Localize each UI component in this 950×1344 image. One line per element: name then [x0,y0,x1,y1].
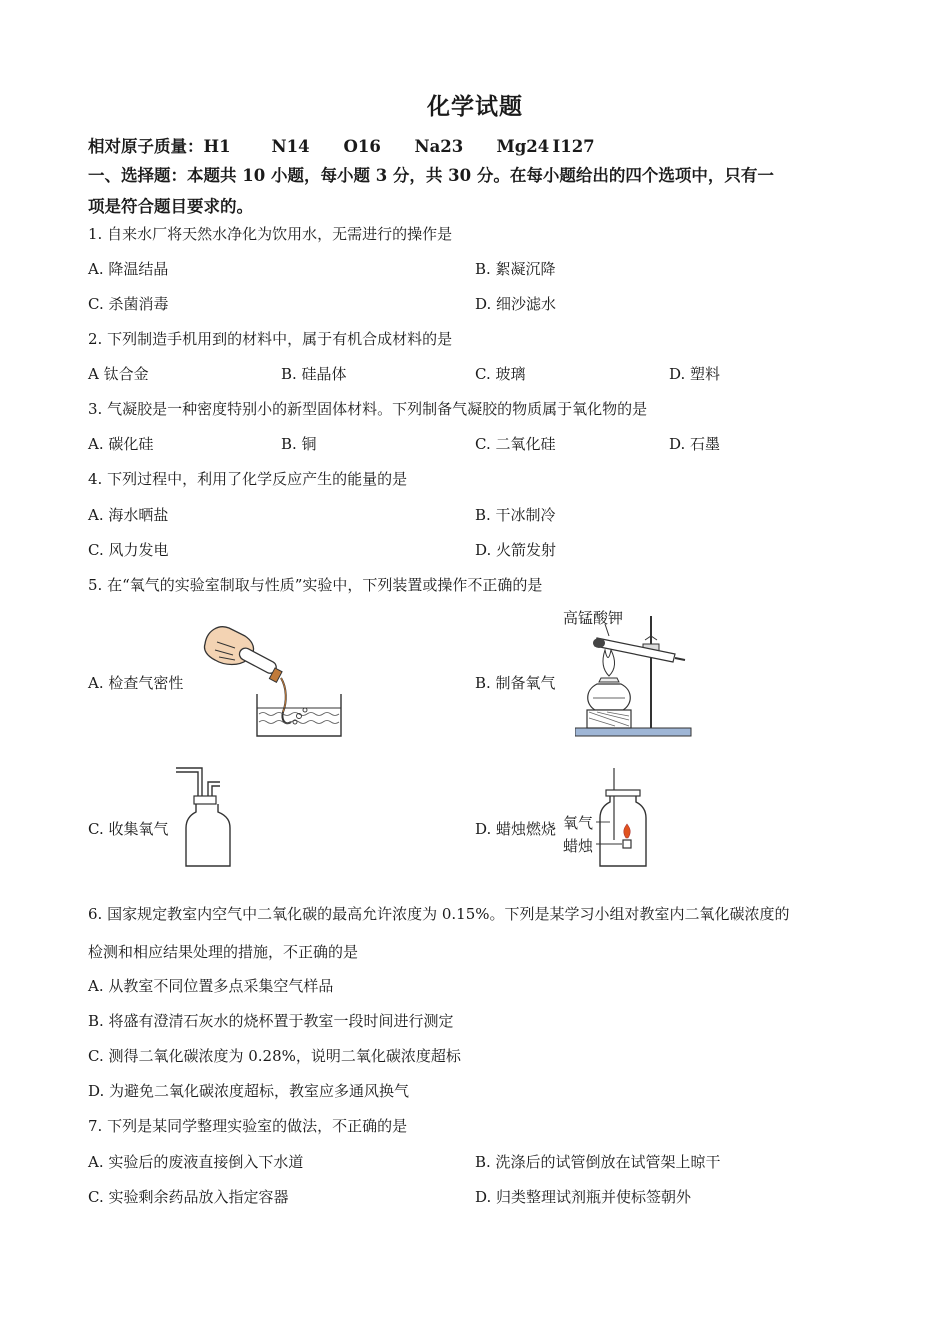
figure-airtightness-check [195,622,345,740]
option: C. 测得二氧化碳浓度为 0.28%，说明二氧化碳浓度超标 [88,1047,461,1065]
atomic-mass-item: N14 [271,137,310,156]
candle-bottle-drawing [560,766,650,872]
figure-oxygen-collection [172,766,236,870]
hand-tube-beaker-drawing [195,622,345,740]
question-stem: 7. 下列是某同学整理实验室的做法，不正确的是 [88,1117,408,1135]
option: D. 归类整理试剂瓶并使标签朝外 [475,1188,692,1206]
atomic-mass-item: H1 [203,137,231,156]
question-stem: 4. 下列过程中，利用了化学反应产生的能量的是 [88,470,408,488]
option: B. 干冰制冷 [475,506,556,524]
atomic-mass-row [88,137,595,157]
option: B. 制备氧气 [475,674,556,692]
option: C. 杀菌消毒 [88,295,169,313]
option: D. 细沙滤水 [475,295,557,313]
option: C. 二氧化硅 [475,435,556,453]
atomic-mass-item: I127 [552,137,595,156]
question-stem: 5. 在“氧气的实验室制取与性质”实验中，下列装置或操作不正确的是 [88,576,543,594]
atomic-mass-label: 相对原子质量： [88,137,204,156]
option: A. 碳化硅 [88,435,154,453]
option: A. 从教室不同位置多点采集空气样品 [88,977,334,995]
option: B. 絮凝沉降 [475,260,556,278]
option: C. 收集氧气 [88,820,169,838]
question-stem: 检测和相应结果处理的措施，不正确的是 [88,943,359,961]
option: D. 为避免二氧化碳浓度超标，教室应多通风换气 [88,1082,410,1100]
question-stem: 6. 国家规定教室内空气中二氧化碳的最高允许浓度为 0.15%。下列是某学习小组对教室内二氧化碳浓度的 [88,905,790,923]
option: D. 火箭发射 [475,541,557,559]
option: D. 石墨 [669,435,721,453]
option: B. 将盛有澄清石灰水的烧杯置于教室一段时间进行测定 [88,1012,454,1030]
page-title: 化学试题 [427,93,523,120]
atomic-mass-item: Mg24 [496,137,550,156]
figure-label-potassium-permanganate: 高锰酸钾 [563,609,624,627]
option: A. 降温结晶 [88,260,169,278]
option: A. 实验后的废液直接倒入下水道 [88,1153,304,1171]
option: A 钛合金 [88,365,149,383]
question-stem: 2. 下列制造手机用到的材料中，属于有机合成材料的是 [88,330,453,348]
gas-bottle-drawing [172,766,236,870]
option: D. 蜡烛燃烧 [475,820,557,838]
option: A. 检查气密性 [88,674,184,692]
option: C. 玻璃 [475,365,526,383]
figure-label-candle: 蜡烛 [563,837,594,855]
section-header: 项是符合题目要求的。 [88,197,253,216]
atomic-mass-item: O16 [343,137,381,156]
section-header: 一、选择题：本题共 10 小题，每小题 3 分，共 30 分。在每小题给出的四个选项中，只有一 [88,166,774,185]
question-stem: 1. 自来水厂将天然水净化为饮用水，无需进行的操作是 [88,225,453,243]
figure-oxygen-preparation [563,606,695,738]
option: B. 硅晶体 [281,365,347,383]
option: C. 风力发电 [88,541,169,559]
option: B. 铜 [281,435,317,453]
option: D. 塑料 [669,365,721,383]
figure-label-oxygen: 氧气 [563,814,594,832]
option: B. 洗涤后的试管倒放在试管架上晾干 [475,1153,721,1171]
atomic-mass-item: Na23 [414,137,464,156]
option: C. 实验剩余药品放入指定容器 [88,1188,289,1206]
question-stem: 3. 气凝胶是一种密度特别小的新型固体材料。下列制备气凝胶的物质属于氧化物的是 [88,400,648,418]
option: A. 海水晒盐 [88,506,169,524]
